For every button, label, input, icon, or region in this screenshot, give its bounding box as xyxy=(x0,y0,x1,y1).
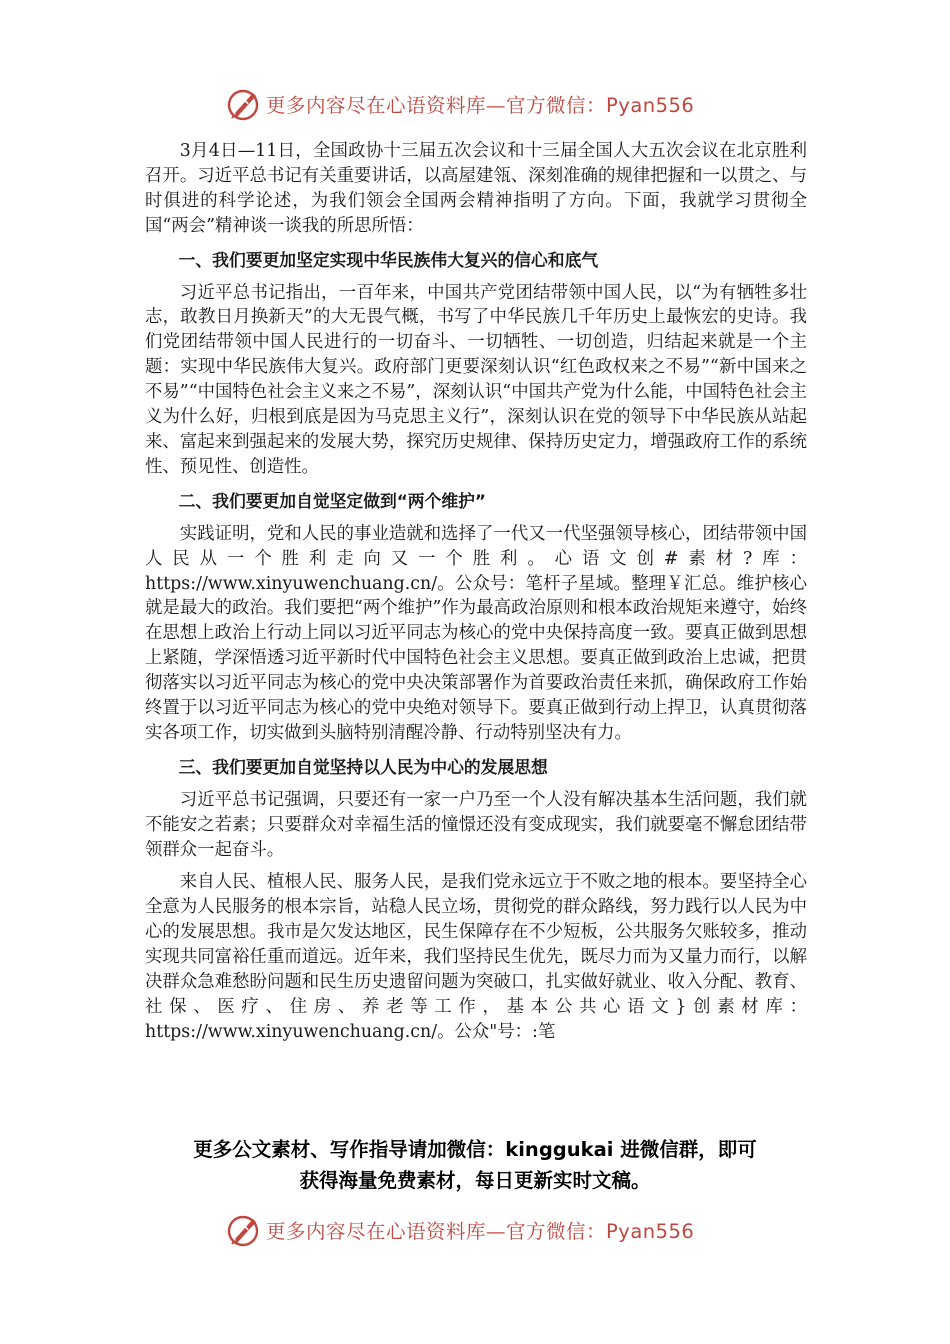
notice-line-2: 获得海量免费素材，每日更新实时文稿。 xyxy=(299,1169,651,1192)
section-heading-2: 二、我们要更加自觉坚定做到“两个维护” xyxy=(178,490,486,511)
pen-logo-icon xyxy=(226,1212,262,1248)
banner-text xyxy=(266,1216,694,1244)
footer-banner xyxy=(0,1208,950,1252)
header-banner xyxy=(0,82,950,126)
section-1-paragraph-1: 习近平总书记指出，一百年来，中国共产党团结带领中国人民，以“为有牺牲多壮志，敢教日月换新天”的大无畏气概，书写了中华民族几千年历史上最恢宏的史诗。我们党团结带领中国人民进行的一切奋斗、一切牺牲、一切创造，归结起来就是一个主题：实现中华民族伟大复兴。政府部门更要深刻认识“红色政权来之不易”“新中国来之不易”“中国特色社会主义来之不易”，深刻认识“中国共产党为什么能，中国特色社会主义为什么好，归根到底是因为马克思主义行”，深刻认识在党的领导下中华民族从站起来、富起来到强起来的发展大势，探究历史规律、保持历史定力，增强政府工作的系统性、预见性、创造性。 xyxy=(145,282,807,477)
banner-slogan: 更多内容尽在心语资料库—官方微信： xyxy=(266,1220,607,1243)
section-3-paragraph-1: 习近平总书记强调，只要还有一家一户乃至一个人没有解决基本生活问题，我们就不能安之若素；只要群众对幸福生活的憧憬还没有变成现实，我们就要毫不懈怠团结带领群众一起奋斗。 xyxy=(145,789,807,860)
wechat-notice xyxy=(0,1134,950,1196)
section-heading-3: 三、我们要更加自觉坚持以人民为中心的发展思想 xyxy=(178,756,548,777)
section-heading-1: 一、我们要更加坚定实现中华民族伟大复兴的信心和底气 xyxy=(178,249,599,270)
banner-slogan: 更多内容尽在心语资料库—官方微信： xyxy=(266,94,607,117)
section-2-paragraph-1: 实践证明，党和人民的事业造就和选择了一代又一代坚强领导核心，团结带领中国人民从一个胜利走向又一个胜利。心语文创#素材?库：https://www.xinyuwenchuang.cn/。公众号：笔杆子星域。整理￥汇总。维护核心就是最大的政治。我们要把“两个维护”作为最高政治原则和根本政治规矩来遵守，始终在思想上政治上行动上同以习近平同志为核心的党中央保持高度一致。要真正做到思想上紧随，学深悟透习近平新时代中国特色社会主义思想。要真正做到政治上忠诚，把贯彻落实以习近平同志为核心的党中央决策部署作为首要政治责任来抓，确保政府工作始终置于以习近平同志为核心的党中央绝对领导下。要真正做到行动上捍卫，认真贯彻落实各项工作，切实做到头脑特别清醒冷静、行动特别坚决有力。 xyxy=(145,523,807,743)
banner-wechat-id: Pyan556 xyxy=(606,1220,695,1243)
banner-text xyxy=(266,90,694,118)
pen-logo-icon xyxy=(226,86,262,122)
article-body xyxy=(145,139,807,1045)
banner-wechat-id: Pyan556 xyxy=(606,94,695,117)
section-3-paragraph-2: 来自人民、植根人民、服务人民，是我们党永远立于不败之地的根本。要坚持全心全意为人民服务的根本宗旨，站稳人民立场，贯彻党的群众路线，努力践行以人民为中心的发展思想。我市是欠发达地区，民生保障存在不少短板，公共服务欠账较多，推动实现共同富裕任重而道远。近年来，我们坚持民生优先，既尽力而为又量力而行，以解决群众急难愁盼问题和民生历史遗留问题为突破口，扎实做好就业、收入分配、教育、社保、医疗、住房、养老等工作，基本公共心语文}创素材库：https://www.xinyuwenchuang.cn/。公众"号：:笔 xyxy=(145,872,807,1042)
notice-line-1: 更多公文素材、写作指导请加微信：kinggukai 进微信群，即可 xyxy=(193,1138,757,1161)
intro-paragraph: 3月4日—11日，全国政协十三届五次会议和十三届全国人大五次会议在北京胜利召开。习近平总书记有关重要讲话，以高屋建瓴、深刻准确的规律把握和一以贯之、与时俱进的科学论述，为我们领会全国两会精神指明了方向。下面，我就学习贯彻全国“两会”精神谈一谈我的所思所悟： xyxy=(145,141,807,236)
